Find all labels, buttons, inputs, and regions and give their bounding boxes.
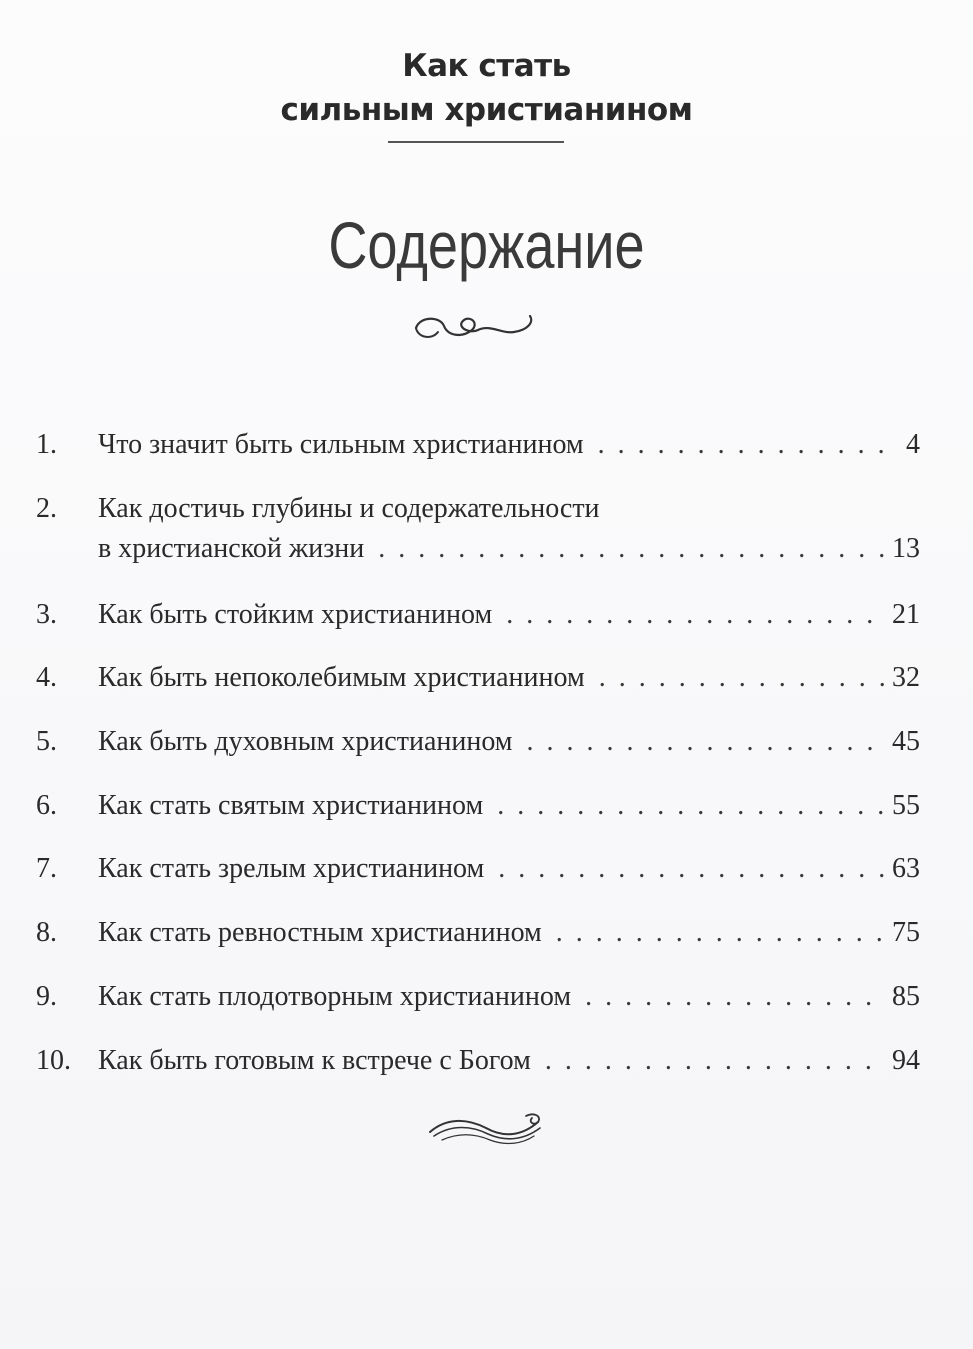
toc-entry — [36, 658, 920, 698]
toc-entry-page-number: 32 — [892, 662, 920, 694]
toc-entry-number: 8. — [36, 917, 57, 949]
toc-entry-title: Как стать плодотворным христианином — [98, 980, 572, 1012]
toc-entry-body — [98, 977, 920, 1017]
toc-entry-title: Как быть стойким христианином — [98, 598, 493, 630]
toc-entry-line — [98, 786, 920, 826]
toc-entry-number: 1. — [36, 429, 57, 460]
toc-entry-title: Как быть духовным христианином — [98, 726, 513, 758]
toc-entry-number: 3. — [36, 598, 57, 630]
book-title — [0, 44, 973, 132]
toc-entry-page-number: 63 — [892, 853, 920, 885]
toc-entry-title: Как быть непоколебимым христианином — [98, 662, 585, 694]
dot-leader — [599, 658, 886, 698]
toc-entry-body — [98, 658, 920, 698]
toc-entry-title: Как стать ревностным христианином — [98, 917, 542, 949]
toc-entry-body — [98, 425, 920, 465]
toc-entry-page-number: 21 — [892, 598, 920, 630]
toc-entry — [36, 489, 920, 569]
toc-entry-number: 9. — [36, 980, 57, 1012]
toc-entry-body — [98, 849, 920, 889]
toc-entry-page-number: 85 — [892, 980, 920, 1012]
toc-entry-title: Что значит быть сильным христианином — [98, 429, 584, 460]
dot-leader — [378, 529, 886, 569]
toc-entry-line — [98, 913, 920, 953]
table-of-contents — [36, 425, 920, 1104]
dot-leader — [545, 1041, 886, 1081]
toc-entry — [36, 595, 920, 635]
dot-leader — [498, 849, 886, 889]
toc-entry-page-number: 4 — [906, 429, 920, 460]
toc-entry-number: 5. — [36, 726, 57, 758]
flourish-ornament-top — [410, 310, 540, 346]
toc-entry-title: Как стать святым христианином — [98, 789, 484, 821]
book-title-line-2: сильным христианином — [280, 92, 693, 128]
toc-entry-line — [98, 1041, 920, 1081]
toc-entry-body — [98, 913, 920, 953]
toc-entry-body — [98, 786, 920, 826]
toc-entry — [36, 913, 920, 953]
toc-entry-number: 10. — [36, 1044, 71, 1076]
toc-entry-title: Как быть готовым к встрече с Богом — [98, 1044, 531, 1076]
toc-entry-number: 6. — [36, 789, 57, 821]
dot-leader — [497, 786, 886, 826]
dot-leader — [527, 722, 886, 762]
toc-entry-line — [98, 977, 920, 1017]
toc-entry-line — [98, 595, 920, 635]
toc-entry — [36, 425, 920, 465]
book-title-line-1: Как стать — [402, 48, 571, 84]
toc-entry-page-number: 55 — [892, 789, 920, 821]
toc-entry-page-number: 13 — [892, 532, 920, 564]
toc-entry-body — [98, 722, 920, 762]
toc-entry-page-number: 94 — [892, 1044, 920, 1076]
toc-entry — [36, 786, 920, 826]
title-underline-divider — [388, 141, 564, 143]
toc-entry — [36, 849, 920, 889]
toc-entry-line — [98, 529, 920, 569]
toc-entry-line — [98, 849, 920, 889]
dot-leader — [598, 425, 894, 465]
toc-entry-line — [98, 425, 920, 465]
toc-entry-page-number: 45 — [892, 726, 920, 758]
toc-entry — [36, 1041, 920, 1081]
dot-leader — [506, 595, 886, 635]
toc-entry-title: в христианской жизни — [98, 532, 365, 564]
toc-entry-number: 7. — [36, 853, 57, 885]
flourish-ornament-bottom — [426, 1108, 546, 1150]
toc-entry — [36, 722, 920, 762]
toc-entry-number: 4. — [36, 662, 57, 694]
toc-entry — [36, 977, 920, 1017]
toc-entry-body — [98, 1041, 920, 1081]
toc-entry-page-number: 75 — [892, 917, 920, 949]
toc-entry-title-line: Как достичь глубины и содержательности — [98, 492, 600, 524]
toc-entry-title: Как стать зрелым христианином — [98, 853, 485, 885]
toc-entry-number: 2. — [36, 492, 57, 524]
toc-entry-line — [98, 658, 920, 698]
dot-leader — [556, 913, 886, 953]
toc-entry-line — [98, 722, 920, 762]
toc-entry-body — [98, 489, 920, 569]
dot-leader — [585, 977, 886, 1017]
contents-heading: Содержание — [328, 208, 645, 282]
toc-entry-body — [98, 595, 920, 635]
